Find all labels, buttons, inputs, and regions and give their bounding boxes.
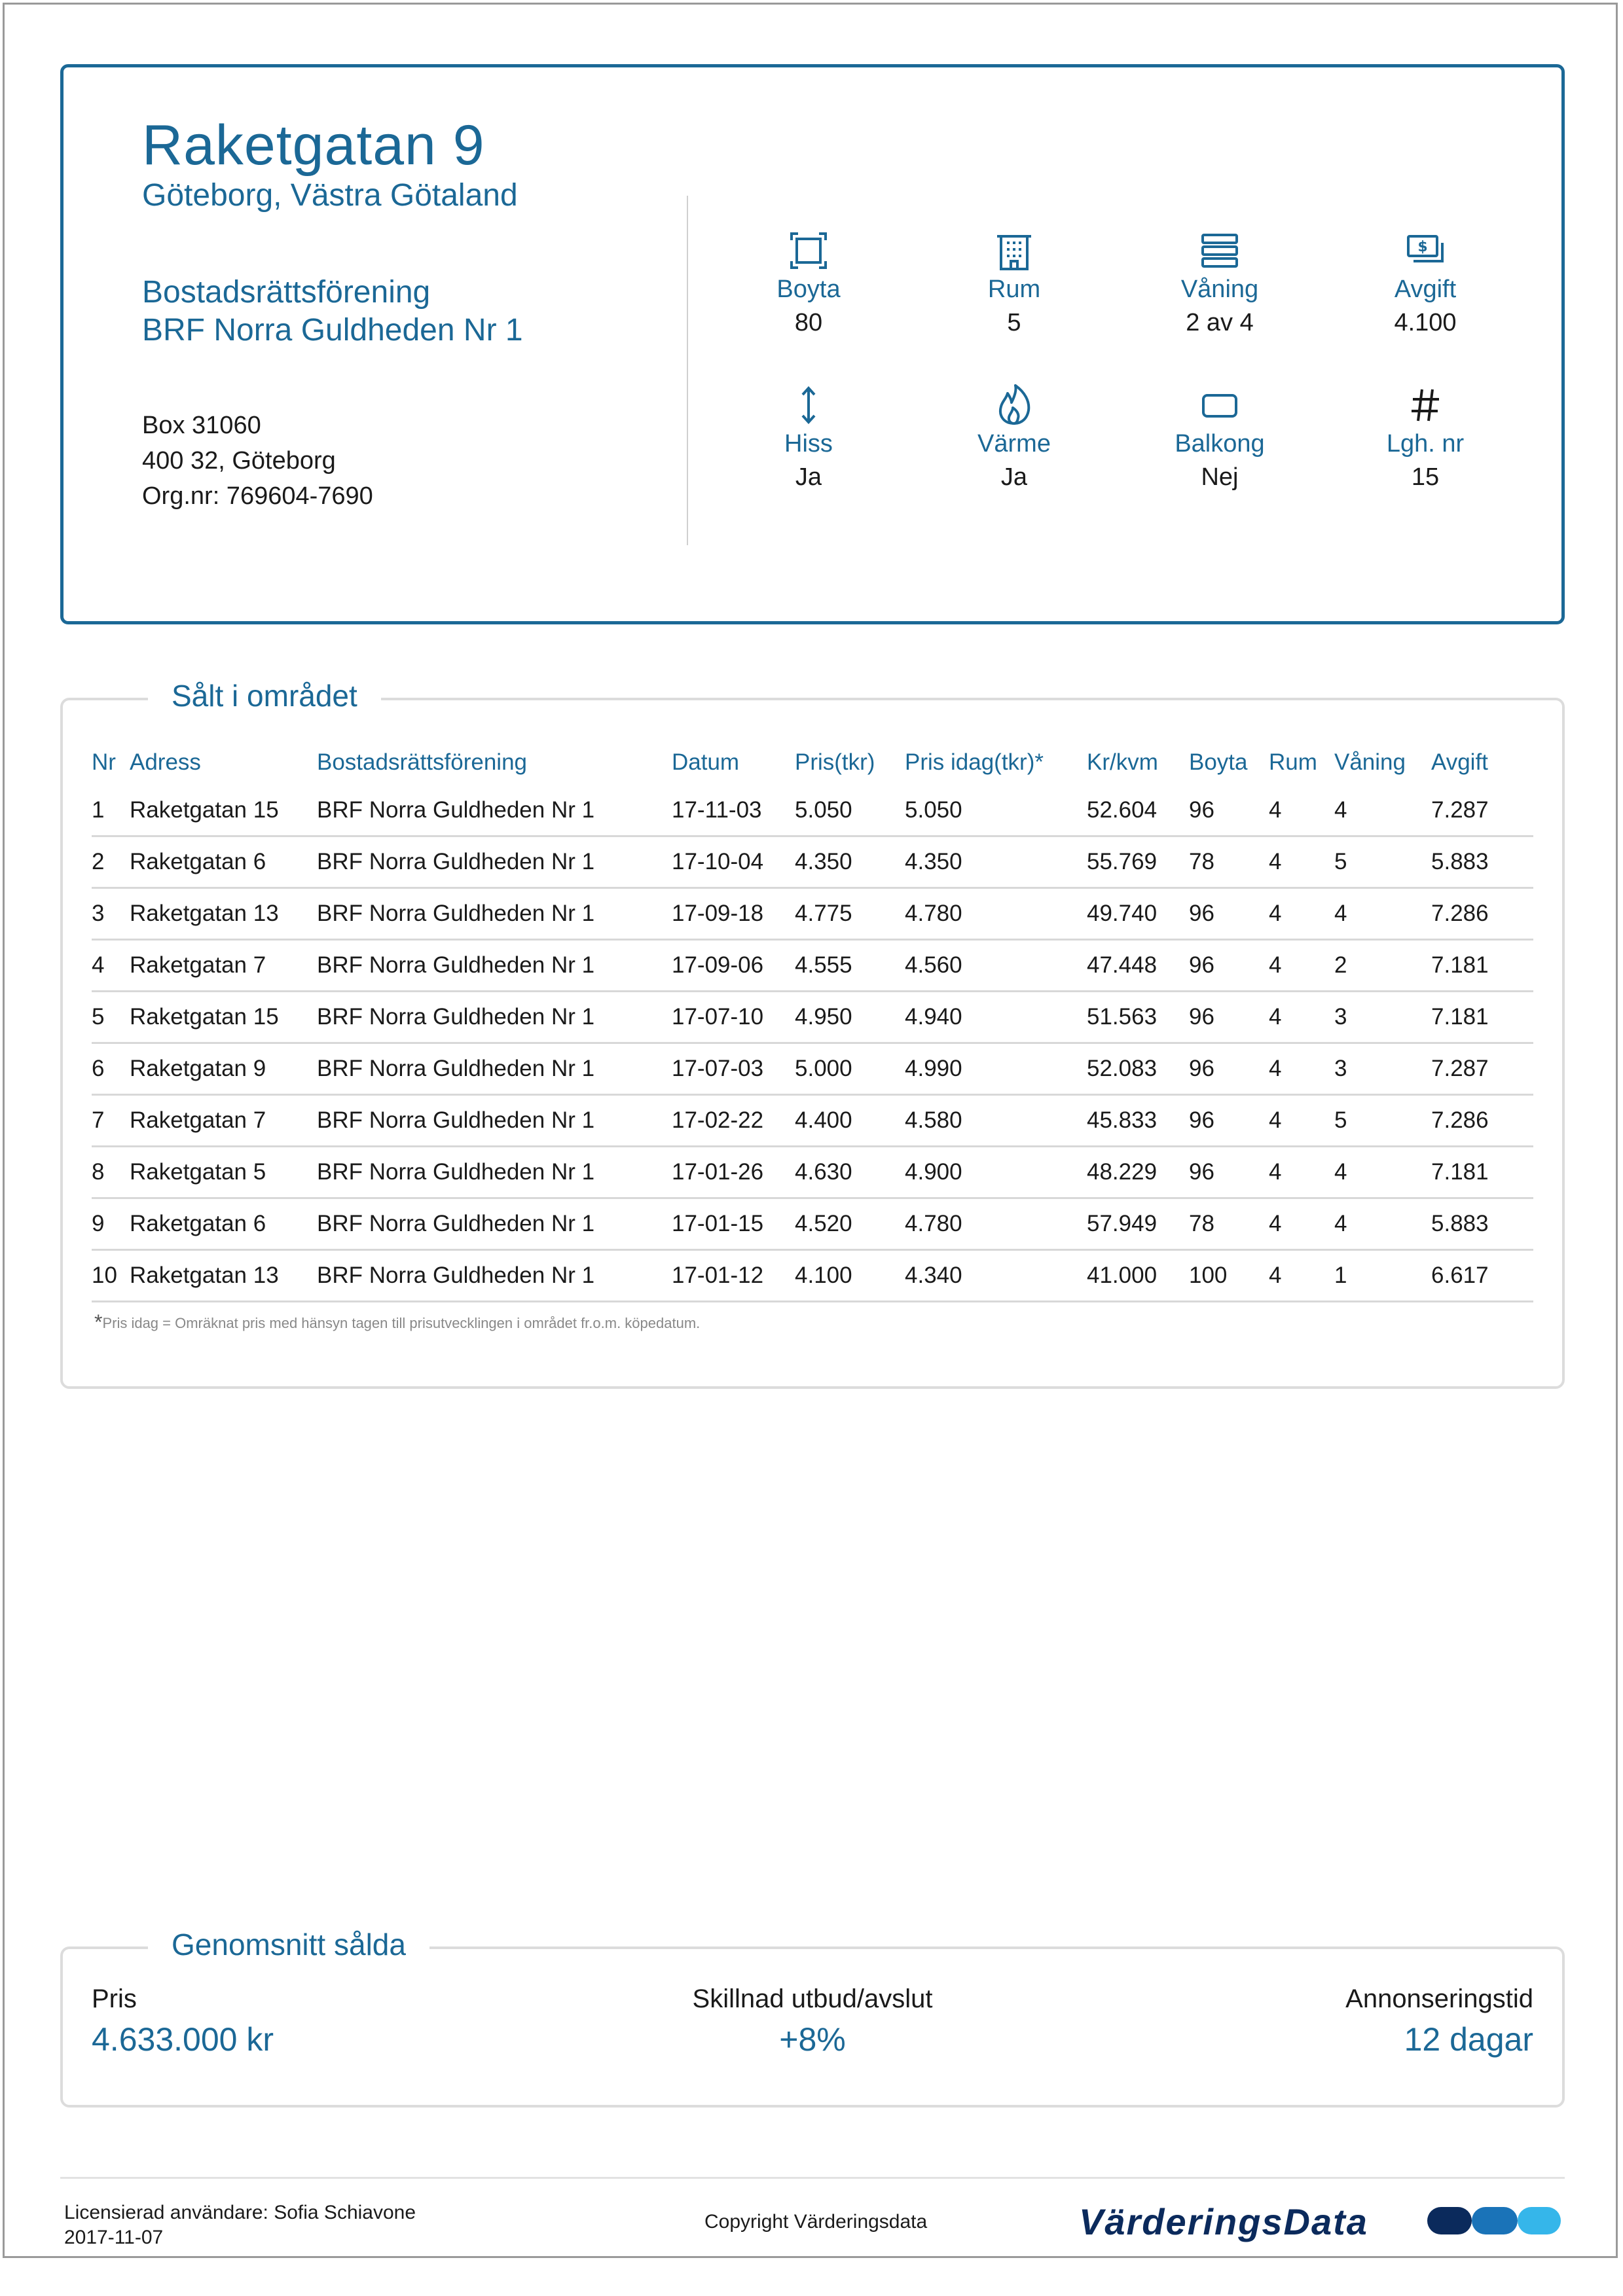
address-line-orgnr: Org.nr: 769604-7690 xyxy=(142,482,373,510)
table-cell: 4.780 xyxy=(905,888,1087,940)
table-cell: 78 xyxy=(1189,836,1269,888)
table-cell: 7.181 xyxy=(1431,1147,1533,1198)
feature-value: 4.100 xyxy=(1394,309,1457,336)
table-cell: 4.350 xyxy=(905,836,1087,888)
table-cell: 7.287 xyxy=(1431,785,1533,836)
logo-dot-mid xyxy=(1472,2207,1518,2234)
table-cell: Raketgatan 7 xyxy=(130,1095,317,1147)
footnote-marker: * xyxy=(94,1310,103,1334)
table-row xyxy=(92,1250,1533,1302)
table-cell: BRF Norra Guldheden Nr 1 xyxy=(317,940,672,992)
table-cell: 52.083 xyxy=(1087,1043,1189,1095)
table-cell: 3 xyxy=(1334,992,1431,1043)
table-row xyxy=(92,1147,1533,1198)
table-cell: 96 xyxy=(1189,992,1269,1043)
table-cell: 4 xyxy=(1334,888,1431,940)
feature-label: Avgift xyxy=(1394,276,1457,303)
table-cell: 5.883 xyxy=(1431,1198,1533,1250)
table-cell: 7.286 xyxy=(1431,1095,1533,1147)
table-cell: 17-11-03 xyxy=(672,785,795,836)
feature-label: Boyta xyxy=(776,276,841,303)
average-listing-time xyxy=(1345,1984,1533,2058)
elevator-icon xyxy=(723,383,894,427)
feature-rum xyxy=(929,228,1099,337)
property-title: Raketgatan 9 xyxy=(142,114,485,177)
table-cell: 4.775 xyxy=(795,888,905,940)
table-cell: Raketgatan 9 xyxy=(130,1043,317,1095)
feature-label: Hiss xyxy=(784,430,833,457)
table-cell: 4 xyxy=(1269,992,1334,1043)
col-pris-idag: Pris idag(tkr)* xyxy=(905,749,1044,775)
table-cell: 17-09-18 xyxy=(672,888,795,940)
table-cell: 4 xyxy=(1334,785,1431,836)
feature-avgift xyxy=(1340,228,1510,337)
table-row xyxy=(92,888,1533,940)
average-price-value: 4.633.000 kr xyxy=(92,2021,274,2058)
feature-label: Balkong xyxy=(1175,430,1265,457)
table-cell: 5 xyxy=(1334,1095,1431,1147)
average-price-label: Pris xyxy=(92,1984,137,2013)
table-cell: 17-07-03 xyxy=(672,1043,795,1095)
copyright-text: Copyright Värderingsdata xyxy=(704,2211,928,2233)
table-row xyxy=(92,940,1533,992)
table-cell: 3 xyxy=(92,888,130,940)
table-cell: 3 xyxy=(1334,1043,1431,1095)
sold-section-title: Sålt i området xyxy=(148,678,381,713)
table-cell: 1 xyxy=(1334,1250,1431,1302)
table-cell: 17-07-10 xyxy=(672,992,795,1043)
table-cell: 4 xyxy=(1269,1250,1334,1302)
brand-logo-text: VärderingsData xyxy=(1079,2201,1368,2242)
table-cell: 4 xyxy=(1269,1198,1334,1250)
col-adress: Adress xyxy=(130,749,201,775)
table-cell: 96 xyxy=(1189,888,1269,940)
table-cell: 6 xyxy=(92,1043,130,1095)
average-diff xyxy=(63,1984,1562,2058)
table-cell: 4.950 xyxy=(795,992,905,1043)
logo-dot-light xyxy=(1518,2207,1561,2234)
table-header-row xyxy=(92,740,1533,785)
table-cell: 5.883 xyxy=(1431,836,1533,888)
table-cell: 1 xyxy=(92,785,130,836)
feature-balkong xyxy=(1135,383,1305,492)
feature-value: Ja xyxy=(795,463,822,491)
table-cell: 51.563 xyxy=(1087,992,1189,1043)
table-cell: 96 xyxy=(1189,940,1269,992)
logo-dot-dark xyxy=(1427,2207,1472,2234)
table-cell: 7 xyxy=(92,1095,130,1147)
table-cell: 4.555 xyxy=(795,940,905,992)
svg-text:$: $ xyxy=(1417,239,1428,255)
footnote-text: Pris idag = Omräknat pris med hänsyn tagen till prisutvecklingen i området fr.o.m. köpedatum. xyxy=(102,1315,701,1331)
table-cell: 4 xyxy=(1269,1147,1334,1198)
table-cell: 78 xyxy=(1189,1198,1269,1250)
table-cell: 4 xyxy=(1269,888,1334,940)
table-cell: 4 xyxy=(1334,1147,1431,1198)
floors-icon xyxy=(1135,228,1305,273)
feature-value: 80 xyxy=(794,309,823,336)
table-cell: 4 xyxy=(1269,1043,1334,1095)
header-divider xyxy=(687,196,688,545)
table-cell: 17-10-04 xyxy=(672,836,795,888)
table-row xyxy=(92,1043,1533,1095)
table-cell: Raketgatan 7 xyxy=(130,940,317,992)
licensed-user-info xyxy=(64,2200,416,2250)
average-time-label: Annonseringstid xyxy=(1345,1984,1533,2013)
table-cell: 5.000 xyxy=(795,1043,905,1095)
col-vaning: Våning xyxy=(1334,749,1406,775)
table-cell: BRF Norra Guldheden Nr 1 xyxy=(317,1095,672,1147)
table-cell: BRF Norra Guldheden Nr 1 xyxy=(317,1043,672,1095)
table-cell: 17-01-12 xyxy=(672,1250,795,1302)
fee-icon xyxy=(1340,228,1510,273)
table-cell: 8 xyxy=(92,1147,130,1198)
table-cell: Raketgatan 6 xyxy=(130,1198,317,1250)
feature-value: 2 av 4 xyxy=(1186,309,1254,336)
table-cell: 17-01-15 xyxy=(672,1198,795,1250)
table-cell: 96 xyxy=(1189,785,1269,836)
table-row xyxy=(92,992,1533,1043)
table-cell: 4 xyxy=(92,940,130,992)
table-cell: BRF Norra Guldheden Nr 1 xyxy=(317,888,672,940)
table-cell: BRF Norra Guldheden Nr 1 xyxy=(317,992,672,1043)
table-cell: BRF Norra Guldheden Nr 1 xyxy=(317,1250,672,1302)
table-cell: 47.448 xyxy=(1087,940,1189,992)
table-cell: BRF Norra Guldheden Nr 1 xyxy=(317,1147,672,1198)
feature-value: Nej xyxy=(1201,463,1239,491)
col-pris: Pris(tkr) xyxy=(795,749,875,775)
feature-boyta xyxy=(723,228,894,337)
property-location: Göteborg, Västra Götaland xyxy=(142,178,518,213)
col-brf: Bostadsrättsförening xyxy=(317,749,528,775)
table-cell: 2 xyxy=(92,836,130,888)
building-icon xyxy=(929,228,1099,273)
price-footnote xyxy=(94,1310,700,1335)
sold-in-area-card xyxy=(60,679,1565,1389)
table-cell: 4 xyxy=(1269,1095,1334,1147)
table-cell: Raketgatan 5 xyxy=(130,1147,317,1198)
table-cell: 4.520 xyxy=(795,1198,905,1250)
table-cell: 4.580 xyxy=(905,1095,1087,1147)
col-datum: Datum xyxy=(672,749,740,775)
table-cell: 55.769 xyxy=(1087,836,1189,888)
table-cell: 52.604 xyxy=(1087,785,1189,836)
table-cell: 17-01-26 xyxy=(672,1147,795,1198)
col-boyta: Boyta xyxy=(1189,749,1248,775)
table-cell: Raketgatan 15 xyxy=(130,785,317,836)
feature-varme xyxy=(929,383,1099,492)
table-cell: 4.630 xyxy=(795,1147,905,1198)
hash-icon xyxy=(1340,383,1510,427)
feature-value: Ja xyxy=(1000,463,1028,491)
col-rum: Rum xyxy=(1269,749,1317,775)
table-cell: 6.617 xyxy=(1431,1250,1533,1302)
average-section-title: Genomsnitt sålda xyxy=(148,1927,429,1962)
table-cell: 4.780 xyxy=(905,1198,1087,1250)
feature-lgh-nr xyxy=(1340,383,1510,492)
flame-icon xyxy=(929,383,1099,427)
property-summary-card xyxy=(60,64,1565,624)
table-cell: 4 xyxy=(1269,785,1334,836)
table-cell: 5.050 xyxy=(795,785,905,836)
table-cell: Raketgatan 6 xyxy=(130,836,317,888)
brf-name: BRF Norra Guldheden Nr 1 xyxy=(142,313,523,348)
table-row xyxy=(92,1198,1533,1250)
table-cell: 7.286 xyxy=(1431,888,1533,940)
table-cell: 4 xyxy=(1269,940,1334,992)
feature-label: Rum xyxy=(987,276,1041,303)
feature-vaning xyxy=(1135,228,1305,337)
table-cell: 96 xyxy=(1189,1147,1269,1198)
report-date: 2017-11-07 xyxy=(64,2227,164,2248)
table-cell: 2 xyxy=(1334,940,1431,992)
table-cell: 4.990 xyxy=(905,1043,1087,1095)
average-diff-value: +8% xyxy=(779,2021,846,2058)
table-cell: 4.900 xyxy=(905,1147,1087,1198)
table-cell: 7.181 xyxy=(1431,992,1533,1043)
table-cell: 17-09-06 xyxy=(672,940,795,992)
address-line-box: Box 31060 xyxy=(142,412,261,439)
feature-label: Värme xyxy=(977,430,1051,457)
table-cell: BRF Norra Guldheden Nr 1 xyxy=(317,836,672,888)
table-cell: 100 xyxy=(1189,1250,1269,1302)
feature-value: 5 xyxy=(1007,309,1021,336)
table-cell: Raketgatan 13 xyxy=(130,888,317,940)
address-line-postal: 400 32, Göteborg xyxy=(142,447,336,475)
feature-label: Lgh. nr xyxy=(1386,430,1465,457)
licensed-user: Licensierad användare: Sofia Schiavone xyxy=(64,2202,416,2223)
table-cell: 4 xyxy=(1334,1198,1431,1250)
table-cell: 7.287 xyxy=(1431,1043,1533,1095)
col-avgift: Avgift xyxy=(1431,749,1488,775)
table-cell: 96 xyxy=(1189,1043,1269,1095)
table-cell: 4.340 xyxy=(905,1250,1087,1302)
table-cell: 5 xyxy=(1334,836,1431,888)
table-cell: 5.050 xyxy=(905,785,1087,836)
table-cell: 5 xyxy=(92,992,130,1043)
table-cell: 4.940 xyxy=(905,992,1087,1043)
table-cell: Raketgatan 15 xyxy=(130,992,317,1043)
table-cell: 45.833 xyxy=(1087,1095,1189,1147)
balcony-icon xyxy=(1135,383,1305,427)
table-cell: 57.949 xyxy=(1087,1198,1189,1250)
table-cell: Raketgatan 13 xyxy=(130,1250,317,1302)
table-row xyxy=(92,785,1533,836)
footer-divider xyxy=(60,2177,1565,2179)
sales-table xyxy=(92,740,1533,1302)
table-row xyxy=(92,1095,1533,1147)
col-kr-kvm: Kr/kvm xyxy=(1087,749,1158,775)
table-cell: 10 xyxy=(92,1250,130,1302)
average-diff-label: Skillnad utbud/avslut xyxy=(692,1984,933,2013)
average-sold-card xyxy=(60,1928,1565,2108)
table-cell: 4.350 xyxy=(795,836,905,888)
area-icon xyxy=(723,228,894,273)
table-cell: 4 xyxy=(1269,836,1334,888)
table-cell: 41.000 xyxy=(1087,1250,1189,1302)
col-nr: Nr xyxy=(92,749,116,775)
table-cell: 4.560 xyxy=(905,940,1087,992)
table-cell: 9 xyxy=(92,1198,130,1250)
table-cell: 4.400 xyxy=(795,1095,905,1147)
table-row xyxy=(92,836,1533,888)
feature-value: 15 xyxy=(1411,463,1440,491)
feature-hiss xyxy=(723,383,894,492)
table-cell: 17-02-22 xyxy=(672,1095,795,1147)
table-cell: 96 xyxy=(1189,1095,1269,1147)
table-cell: BRF Norra Guldheden Nr 1 xyxy=(317,1198,672,1250)
average-time-value: 12 dagar xyxy=(1404,2021,1533,2058)
table-cell: 4.100 xyxy=(795,1250,905,1302)
table-cell: 49.740 xyxy=(1087,888,1189,940)
table-cell: BRF Norra Guldheden Nr 1 xyxy=(317,785,672,836)
brf-label: Bostadsrättsförening xyxy=(142,275,431,310)
table-cell: 48.229 xyxy=(1087,1147,1189,1198)
feature-label: Våning xyxy=(1180,276,1259,303)
table-cell: 7.181 xyxy=(1431,940,1533,992)
